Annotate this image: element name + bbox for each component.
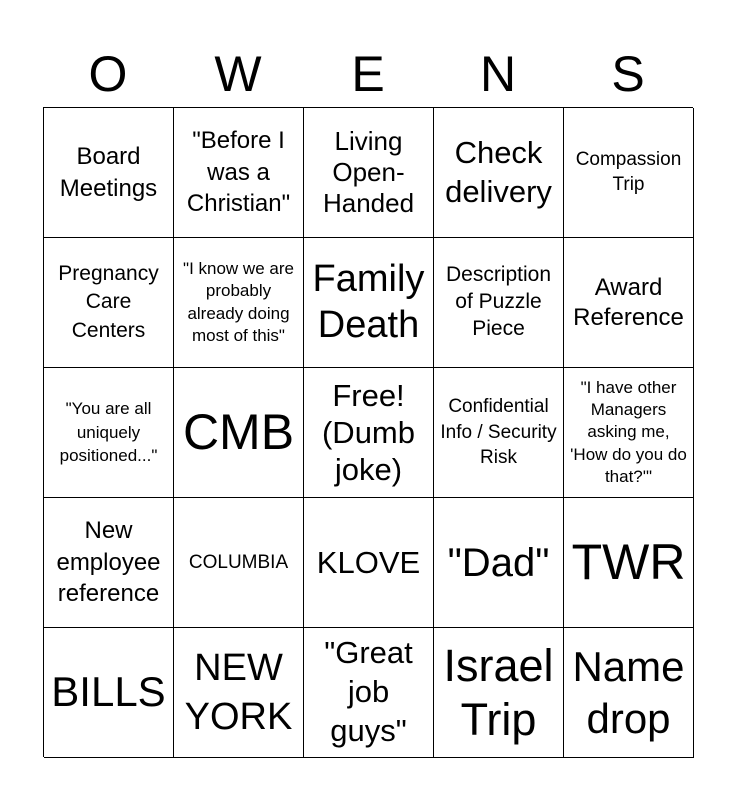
header-letter-e: E — [351, 46, 385, 102]
bingo-header — [43, 40, 693, 108]
bingo-cell[interactable] — [44, 108, 174, 238]
bingo-cell[interactable] — [304, 108, 434, 238]
bingo-cell[interactable] — [304, 368, 434, 498]
cell-text: Family Death — [312, 257, 425, 346]
cell-text: "I know we are probably already doing most of this" — [183, 259, 294, 345]
cell-text: Confidential Info / Security Risk — [440, 396, 557, 469]
cell-text: "Dad" — [447, 540, 550, 585]
cell-text: NEW YORK — [184, 646, 293, 738]
bingo-cell[interactable] — [564, 498, 694, 628]
bingo-cell[interactable] — [304, 628, 434, 758]
cell-text: "I have other Managers asking me, 'How do you do that?'" — [570, 378, 687, 486]
cell-text: TWR — [571, 533, 686, 590]
cell-text: Living Open-Handed — [322, 125, 415, 219]
cell-text: "Before I was a Christian" — [186, 126, 291, 218]
bingo-cell[interactable] — [44, 628, 174, 758]
bingo-cell[interactable] — [174, 238, 304, 368]
cell-text: New employee reference — [56, 516, 161, 608]
cell-text: BILLS — [51, 668, 166, 716]
cell-text: "Great job guys" — [324, 635, 413, 748]
cell-text: Name drop — [572, 643, 685, 742]
bingo-cell[interactable] — [304, 498, 434, 628]
bingo-cell[interactable] — [434, 238, 564, 368]
header-letter-n: N — [479, 46, 517, 102]
bingo-cell[interactable] — [434, 628, 564, 758]
header-letter-o: O — [88, 46, 128, 102]
cell-text: CMB — [182, 403, 295, 460]
cell-text: Pregnancy Care Centers — [58, 261, 159, 342]
bingo-cell[interactable] — [434, 108, 564, 238]
bingo-cell[interactable] — [174, 368, 304, 498]
cell-text: Check delivery — [445, 134, 552, 209]
bingo-cell[interactable] — [564, 628, 694, 758]
cell-text: Board Meetings — [59, 143, 158, 202]
bingo-cell[interactable] — [564, 108, 694, 238]
cell-text: Description of Puzzle Piece — [445, 263, 552, 340]
bingo-cell[interactable] — [434, 368, 564, 498]
cell-text: Free! (Dumb joke) — [321, 377, 415, 488]
cell-text: COLUMBIA — [188, 551, 289, 573]
cell-text: KLOVE — [316, 544, 421, 580]
bingo-cell[interactable] — [304, 238, 434, 368]
bingo-cell[interactable] — [564, 238, 694, 368]
cell-text: Compassion Trip — [575, 148, 682, 195]
bingo-cell[interactable] — [44, 368, 174, 498]
bingo-cell[interactable] — [174, 628, 304, 758]
header-letter-w: W — [214, 46, 262, 102]
cell-text: Israel Trip — [443, 639, 554, 745]
bingo-cell[interactable] — [174, 498, 304, 628]
cell-text: "You are all uniquely positioned..." — [59, 399, 158, 466]
bingo-cell[interactable] — [44, 238, 174, 368]
bingo-cell[interactable] — [564, 368, 694, 498]
bingo-cell[interactable] — [44, 498, 174, 628]
cell-text: Award Reference — [573, 273, 684, 331]
bingo-grid — [43, 107, 693, 757]
bingo-cell[interactable] — [434, 498, 564, 628]
header-letter-s: S — [611, 46, 645, 102]
bingo-cell[interactable] — [174, 108, 304, 238]
